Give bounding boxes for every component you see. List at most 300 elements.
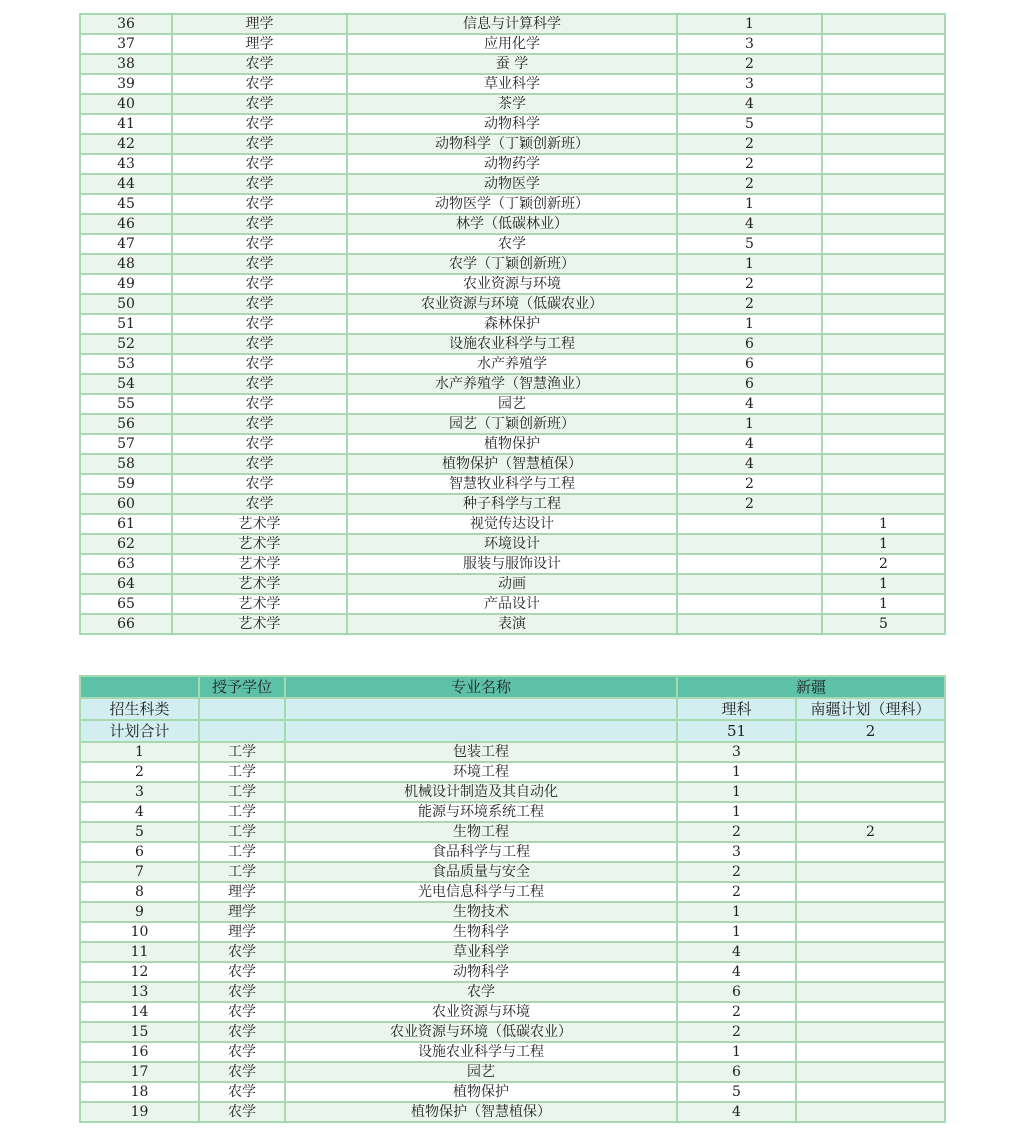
count-cell-2 <box>822 174 945 194</box>
row-number: 46 <box>80 214 172 234</box>
degree-cell: 农学 <box>172 274 347 294</box>
major-cell: 光电信息科学与工程 <box>285 882 677 902</box>
major-cell: 水产养殖学（智慧渔业） <box>347 374 677 394</box>
count-cell-2 <box>796 982 945 1002</box>
table-row <box>80 882 945 902</box>
count-cell-2 <box>822 314 945 334</box>
row-number: 66 <box>80 614 172 634</box>
major-cell: 园艺（丁颖创新班） <box>347 414 677 434</box>
major-cell: 服装与服饰设计 <box>347 554 677 574</box>
count-cell-2 <box>822 214 945 234</box>
row-number: 57 <box>80 434 172 454</box>
count-cell-1 <box>677 534 822 554</box>
count-cell-1: 3 <box>677 74 822 94</box>
major-cell: 农学（丁颖创新班） <box>347 254 677 274</box>
count-cell-1: 4 <box>677 394 822 414</box>
count-cell-2: 5 <box>822 614 945 634</box>
major-cell: 植物保护 <box>347 434 677 454</box>
header-degree: 授予学位 <box>199 676 285 698</box>
row-number: 36 <box>80 14 172 34</box>
degree-cell: 农学 <box>172 54 347 74</box>
category-science: 理科 <box>677 698 796 720</box>
major-cell: 植物保护（智慧植保） <box>285 1102 677 1122</box>
table-row <box>80 154 945 174</box>
table-row <box>80 314 945 334</box>
row-number: 55 <box>80 394 172 414</box>
table-row <box>80 1022 945 1042</box>
major-cell: 动物药学 <box>347 154 677 174</box>
table-row <box>80 534 945 554</box>
major-cell: 智慧牧业科学与工程 <box>347 474 677 494</box>
table-row <box>80 922 945 942</box>
row-number: 40 <box>80 94 172 114</box>
count-cell-2 <box>822 274 945 294</box>
row-number: 11 <box>80 942 199 962</box>
count-cell-2 <box>822 454 945 474</box>
table-row <box>80 134 945 154</box>
major-cell: 视觉传达设计 <box>347 514 677 534</box>
degree-cell: 工学 <box>199 782 285 802</box>
row-number: 15 <box>80 1022 199 1042</box>
table-row <box>80 574 945 594</box>
major-cell: 包装工程 <box>285 742 677 762</box>
degree-cell: 农学 <box>172 114 347 134</box>
row-number: 42 <box>80 134 172 154</box>
degree-cell: 工学 <box>199 842 285 862</box>
major-cell: 植物保护（智慧植保） <box>347 454 677 474</box>
table-row <box>80 214 945 234</box>
count-cell-2 <box>822 74 945 94</box>
count-cell-2 <box>822 34 945 54</box>
count-cell-1: 5 <box>677 1082 796 1102</box>
major-cell: 农业资源与环境（低碳农业） <box>347 294 677 314</box>
count-cell-1: 2 <box>677 174 822 194</box>
count-cell-2 <box>796 882 945 902</box>
row-number: 54 <box>80 374 172 394</box>
major-cell: 农业资源与环境（低碳农业） <box>285 1022 677 1042</box>
major-cell: 食品科学与工程 <box>285 842 677 862</box>
table-row <box>80 842 945 862</box>
count-cell-1: 6 <box>677 1062 796 1082</box>
count-cell-1: 2 <box>677 474 822 494</box>
degree-cell: 农学 <box>199 1042 285 1062</box>
count-cell-1: 1 <box>677 922 796 942</box>
header-major: 专业名称 <box>285 676 677 698</box>
degree-cell: 工学 <box>199 802 285 822</box>
major-cell: 园艺 <box>285 1062 677 1082</box>
row-number: 6 <box>80 842 199 862</box>
count-cell-2: 2 <box>822 554 945 574</box>
degree-cell: 农学 <box>172 494 347 514</box>
total-south-xinjiang: 2 <box>796 720 945 742</box>
count-cell-2 <box>822 114 945 134</box>
table-row <box>80 94 945 114</box>
count-cell-2 <box>796 762 945 782</box>
table-row <box>80 902 945 922</box>
count-cell-1: 3 <box>677 34 822 54</box>
count-cell-2 <box>822 334 945 354</box>
count-cell-1: 6 <box>677 334 822 354</box>
row-number: 48 <box>80 254 172 274</box>
count-cell-1: 1 <box>677 414 822 434</box>
count-cell-2 <box>796 942 945 962</box>
row-number: 3 <box>80 782 199 802</box>
count-cell-2 <box>822 474 945 494</box>
row-number: 12 <box>80 962 199 982</box>
enrollment-table-continued <box>79 13 946 635</box>
major-cell: 机械设计制造及其自动化 <box>285 782 677 802</box>
row-number: 19 <box>80 1102 199 1122</box>
row-number: 43 <box>80 154 172 174</box>
count-cell-1: 4 <box>677 94 822 114</box>
table-row <box>80 234 945 254</box>
degree-cell: 农学 <box>199 1082 285 1102</box>
degree-cell: 农学 <box>172 434 347 454</box>
count-cell-2 <box>822 154 945 174</box>
table-row <box>80 962 945 982</box>
degree-cell: 农学 <box>172 234 347 254</box>
count-cell-1: 2 <box>677 154 822 174</box>
count-cell-1: 1 <box>677 1042 796 1062</box>
table-header-row <box>80 676 945 698</box>
table-row <box>80 782 945 802</box>
count-cell-1: 1 <box>677 782 796 802</box>
degree-cell: 农学 <box>199 1022 285 1042</box>
row-number: 18 <box>80 1082 199 1102</box>
table-row <box>80 274 945 294</box>
count-cell-2 <box>822 434 945 454</box>
major-cell: 动物医学 <box>347 174 677 194</box>
table-row <box>80 822 945 842</box>
row-number: 38 <box>80 54 172 74</box>
major-cell: 环境设计 <box>347 534 677 554</box>
xinjiang-enrollment-table <box>79 675 946 1123</box>
count-cell-1 <box>677 554 822 574</box>
row-number: 39 <box>80 74 172 94</box>
major-cell: 生物工程 <box>285 822 677 842</box>
major-cell: 林学（低碳林业） <box>347 214 677 234</box>
row-number: 63 <box>80 554 172 574</box>
count-cell-2 <box>822 234 945 254</box>
major-cell: 信息与计算科学 <box>347 14 677 34</box>
major-cell: 表演 <box>347 614 677 634</box>
table-row <box>80 334 945 354</box>
degree-cell: 农学 <box>172 414 347 434</box>
count-cell-2 <box>796 1082 945 1102</box>
row-number: 53 <box>80 354 172 374</box>
major-cell: 农业资源与环境 <box>285 1002 677 1022</box>
count-cell-1: 2 <box>677 822 796 842</box>
table-row <box>80 594 945 614</box>
major-cell: 动物科学（丁颖创新班） <box>347 134 677 154</box>
major-cell: 动物医学（丁颖创新班） <box>347 194 677 214</box>
count-cell-1: 2 <box>677 274 822 294</box>
row-number: 10 <box>80 922 199 942</box>
count-cell-2 <box>822 194 945 214</box>
degree-cell: 农学 <box>199 962 285 982</box>
degree-cell: 农学 <box>172 334 347 354</box>
table-row <box>80 394 945 414</box>
table-row <box>80 454 945 474</box>
row-number: 59 <box>80 474 172 494</box>
row-number: 16 <box>80 1042 199 1062</box>
major-cell: 动物科学 <box>285 962 677 982</box>
major-cell: 水产养殖学 <box>347 354 677 374</box>
table-row <box>80 14 945 34</box>
category-label: 招生科类 <box>80 698 199 720</box>
total-label: 计划合计 <box>80 720 199 742</box>
total-science: 51 <box>677 720 796 742</box>
table-row <box>80 174 945 194</box>
count-cell-1: 4 <box>677 942 796 962</box>
category-row <box>80 698 945 720</box>
table-row <box>80 1042 945 1062</box>
table-row <box>80 742 945 762</box>
row-number: 7 <box>80 862 199 882</box>
degree-cell: 农学 <box>172 394 347 414</box>
category-empty-degree <box>199 698 285 720</box>
count-cell-1: 1 <box>677 194 822 214</box>
count-cell-2 <box>822 54 945 74</box>
degree-cell: 艺术学 <box>172 514 347 534</box>
degree-cell: 工学 <box>199 742 285 762</box>
count-cell-1: 2 <box>677 882 796 902</box>
degree-cell: 农学 <box>172 174 347 194</box>
major-cell: 能源与环境系统工程 <box>285 802 677 822</box>
major-cell: 农学 <box>285 982 677 1002</box>
degree-cell: 理学 <box>199 882 285 902</box>
table-row <box>80 354 945 374</box>
count-cell-2 <box>796 782 945 802</box>
row-number: 41 <box>80 114 172 134</box>
total-row <box>80 720 945 742</box>
count-cell-2 <box>796 922 945 942</box>
degree-cell: 农学 <box>199 942 285 962</box>
major-cell: 生物科学 <box>285 922 677 942</box>
major-cell: 动物科学 <box>347 114 677 134</box>
count-cell-1: 2 <box>677 1022 796 1042</box>
row-number: 58 <box>80 454 172 474</box>
count-cell-2 <box>796 1042 945 1062</box>
major-cell: 生物技术 <box>285 902 677 922</box>
row-number: 47 <box>80 234 172 254</box>
degree-cell: 农学 <box>172 194 347 214</box>
count-cell-2 <box>796 1002 945 1022</box>
degree-cell: 农学 <box>199 1002 285 1022</box>
major-cell: 设施农业科学与工程 <box>285 1042 677 1062</box>
row-number: 44 <box>80 174 172 194</box>
table-row <box>80 982 945 1002</box>
count-cell-1: 6 <box>677 374 822 394</box>
row-number: 37 <box>80 34 172 54</box>
count-cell-1: 2 <box>677 494 822 514</box>
count-cell-2 <box>822 94 945 114</box>
count-cell-1: 4 <box>677 454 822 474</box>
degree-cell: 艺术学 <box>172 614 347 634</box>
count-cell-2: 1 <box>822 534 945 554</box>
degree-cell: 农学 <box>172 154 347 174</box>
header-region: 新疆 <box>677 676 945 698</box>
major-cell: 环境工程 <box>285 762 677 782</box>
degree-cell: 农学 <box>172 294 347 314</box>
count-cell-2: 2 <box>796 822 945 842</box>
degree-cell: 农学 <box>199 982 285 1002</box>
count-cell-2 <box>822 14 945 34</box>
major-cell: 园艺 <box>347 394 677 414</box>
degree-cell: 农学 <box>172 94 347 114</box>
row-number: 4 <box>80 802 199 822</box>
count-cell-1: 4 <box>677 1102 796 1122</box>
count-cell-1 <box>677 574 822 594</box>
degree-cell: 艺术学 <box>172 554 347 574</box>
table-row <box>80 554 945 574</box>
count-cell-1: 6 <box>677 982 796 1002</box>
count-cell-2 <box>822 254 945 274</box>
row-number: 14 <box>80 1002 199 1022</box>
row-number: 2 <box>80 762 199 782</box>
row-number: 5 <box>80 822 199 842</box>
count-cell-1: 2 <box>677 54 822 74</box>
count-cell-2 <box>796 1022 945 1042</box>
count-cell-2 <box>822 294 945 314</box>
count-cell-2 <box>796 802 945 822</box>
table-row <box>80 802 945 822</box>
table-row <box>80 862 945 882</box>
degree-cell: 农学 <box>172 314 347 334</box>
row-number: 1 <box>80 742 199 762</box>
degree-cell: 工学 <box>199 862 285 882</box>
count-cell-1: 4 <box>677 434 822 454</box>
row-number: 13 <box>80 982 199 1002</box>
degree-cell: 艺术学 <box>172 574 347 594</box>
table-row <box>80 614 945 634</box>
degree-cell: 理学 <box>172 34 347 54</box>
table-row <box>80 294 945 314</box>
table-row <box>80 1002 945 1022</box>
table-row <box>80 762 945 782</box>
major-cell: 农业资源与环境 <box>347 274 677 294</box>
count-cell-2 <box>796 862 945 882</box>
count-cell-2 <box>822 374 945 394</box>
count-cell-2 <box>822 354 945 374</box>
table-row <box>80 414 945 434</box>
count-cell-2 <box>796 842 945 862</box>
major-cell: 种子科学与工程 <box>347 494 677 514</box>
row-number: 61 <box>80 514 172 534</box>
row-number: 45 <box>80 194 172 214</box>
row-number: 65 <box>80 594 172 614</box>
row-number: 64 <box>80 574 172 594</box>
row-number: 8 <box>80 882 199 902</box>
row-number: 60 <box>80 494 172 514</box>
major-cell: 蚕 学 <box>347 54 677 74</box>
count-cell-2 <box>822 494 945 514</box>
total-empty-degree <box>199 720 285 742</box>
major-cell: 草业科学 <box>347 74 677 94</box>
count-cell-2 <box>822 414 945 434</box>
table-row <box>80 114 945 134</box>
row-number: 52 <box>80 334 172 354</box>
degree-cell: 理学 <box>199 902 285 922</box>
major-cell: 食品质量与安全 <box>285 862 677 882</box>
degree-cell: 农学 <box>199 1102 285 1122</box>
degree-cell: 农学 <box>172 134 347 154</box>
count-cell-1: 1 <box>677 314 822 334</box>
row-number: 51 <box>80 314 172 334</box>
table-row <box>80 942 945 962</box>
table-row <box>80 1102 945 1122</box>
count-cell-2: 1 <box>822 594 945 614</box>
count-cell-2: 1 <box>822 574 945 594</box>
major-cell: 应用化学 <box>347 34 677 54</box>
degree-cell: 艺术学 <box>172 534 347 554</box>
count-cell-1: 3 <box>677 742 796 762</box>
row-number: 17 <box>80 1062 199 1082</box>
table-row <box>80 254 945 274</box>
degree-cell: 艺术学 <box>172 594 347 614</box>
count-cell-1 <box>677 514 822 534</box>
table-row <box>80 374 945 394</box>
major-cell: 动画 <box>347 574 677 594</box>
major-cell: 农学 <box>347 234 677 254</box>
major-cell: 植物保护 <box>285 1082 677 1102</box>
table-row <box>80 474 945 494</box>
table-row <box>80 1082 945 1102</box>
count-cell-1: 1 <box>677 14 822 34</box>
degree-cell: 工学 <box>199 762 285 782</box>
degree-cell: 理学 <box>199 922 285 942</box>
table-row <box>80 74 945 94</box>
degree-cell: 农学 <box>172 214 347 234</box>
table-row <box>80 194 945 214</box>
table-row <box>80 1062 945 1082</box>
count-cell-1: 5 <box>677 234 822 254</box>
table-row <box>80 34 945 54</box>
row-number: 56 <box>80 414 172 434</box>
count-cell-2: 1 <box>822 514 945 534</box>
count-cell-2 <box>796 1062 945 1082</box>
count-cell-1: 2 <box>677 862 796 882</box>
category-empty-major <box>285 698 677 720</box>
count-cell-1: 2 <box>677 1002 796 1022</box>
count-cell-2 <box>796 1102 945 1122</box>
degree-cell: 农学 <box>172 374 347 394</box>
major-cell: 茶学 <box>347 94 677 114</box>
table-row <box>80 494 945 514</box>
major-cell: 产品设计 <box>347 594 677 614</box>
count-cell-2 <box>796 902 945 922</box>
count-cell-1: 6 <box>677 354 822 374</box>
row-number: 9 <box>80 902 199 922</box>
degree-cell: 农学 <box>199 1062 285 1082</box>
count-cell-1 <box>677 594 822 614</box>
table-row <box>80 514 945 534</box>
degree-cell: 工学 <box>199 822 285 842</box>
count-cell-1: 1 <box>677 254 822 274</box>
degree-cell: 农学 <box>172 354 347 374</box>
count-cell-1 <box>677 614 822 634</box>
count-cell-2 <box>796 742 945 762</box>
count-cell-1: 2 <box>677 134 822 154</box>
table-row <box>80 54 945 74</box>
count-cell-2 <box>796 962 945 982</box>
degree-cell: 农学 <box>172 454 347 474</box>
major-cell: 草业科学 <box>285 942 677 962</box>
count-cell-1: 3 <box>677 842 796 862</box>
degree-cell: 理学 <box>172 14 347 34</box>
degree-cell: 农学 <box>172 474 347 494</box>
count-cell-1: 1 <box>677 902 796 922</box>
